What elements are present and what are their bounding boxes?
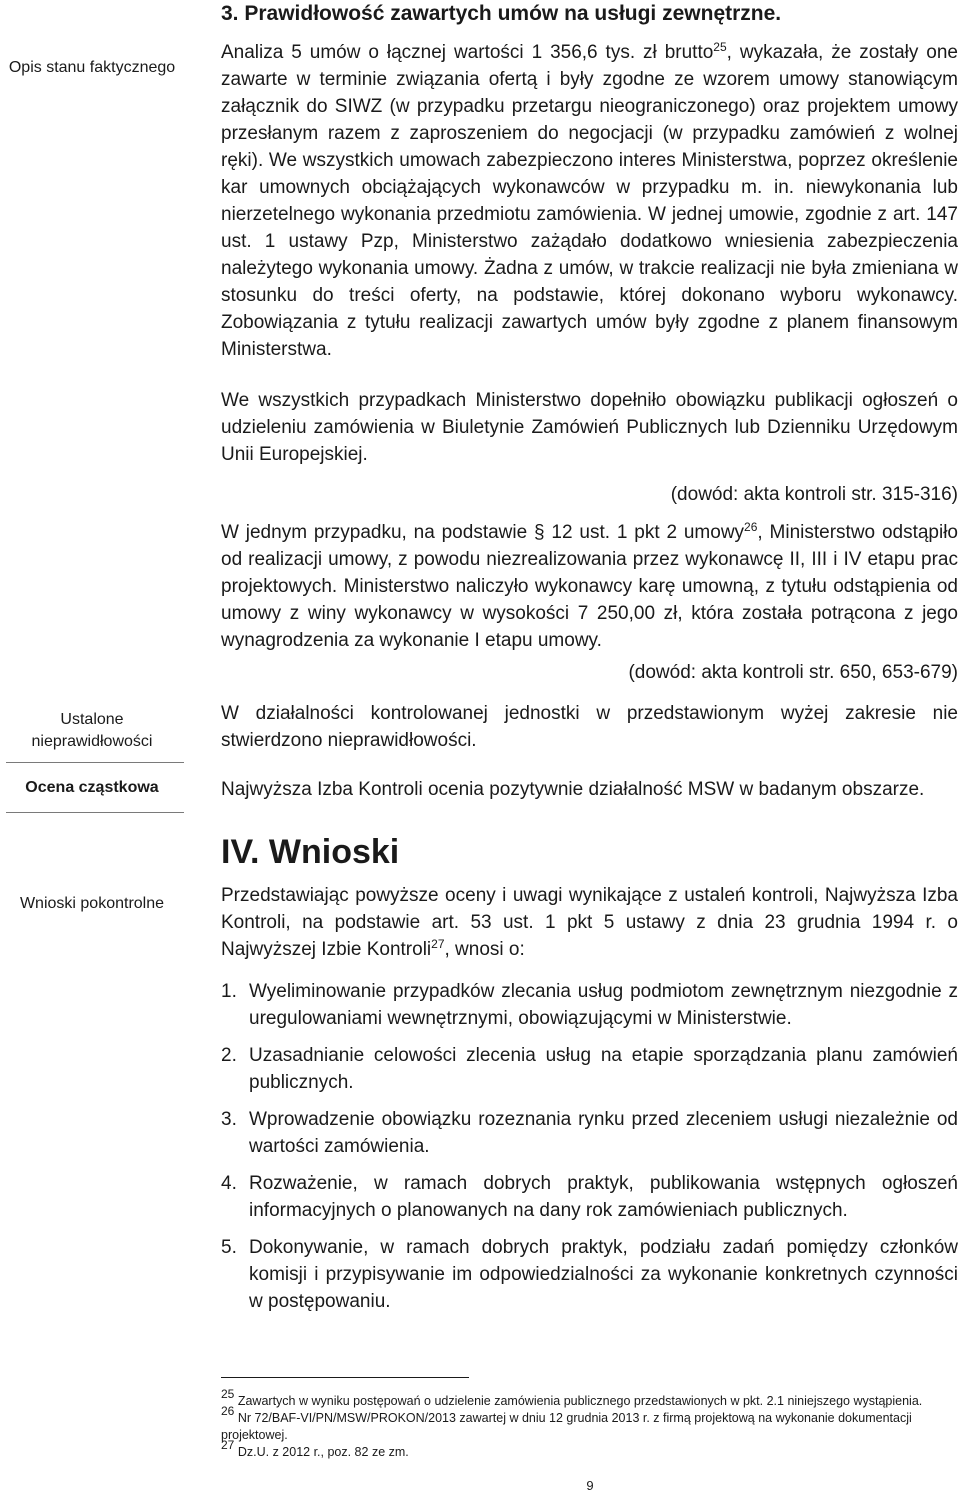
footnote-ref[interactable]: 25 [713, 40, 727, 54]
list-item: 5. Dokonywanie, w ramach dobrych praktyk, podziału zadań pomiędzy członków komisji i przypisywanie im odpowiedzialności za wykonanie konkretnych czynności w postępowaniu. [221, 1237, 958, 1312]
list-item: 1. Wyeliminowanie przypadków zlecania usług podmiotom zewnętrznym niezgodnie z uregulowaniami wewnętrznymi, obowiązującymi w Ministerstwie. [221, 981, 958, 1029]
paragraph-conclusions-intro: Przedstawiając powyższe oceny i uwagi wynikające z ustaleń kontroli, Najwyższa Izba Kontroli, na podstawie art. 53 ust. 1 pkt 5 ustawy z dnia 23 grudnia 1994 r. o Najwyższej Izbie Kontroli$^{27}$, wnosi o: [221, 885, 958, 960]
paragraph-assessment: Najwyższa Izba Kontroli ocenia pozytywnie działalność MSW w badanym obszarze. [221, 779, 925, 800]
footnote-ref[interactable]: 27 [431, 937, 445, 951]
footnote: $^{25}$ Zawartych w wyniku postępowań o udzielenie zamówienia publicznego przedstawionych w pkt. 2.1 niniejszego wystąpienia. [221, 1387, 923, 1408]
section-heading-conclusions: IV. Wnioski [221, 833, 400, 871]
list-item: 4. Rozważenie, w ramach dobrych praktyk, publikowania wstępnych ogłoszeń informacyjnych o planowanych na dany rok zamówieniach publicznych. [221, 1173, 958, 1221]
footnote: $^{26}$ Nr 72/BAF-VI/PN/MSW/PROKON/2013 zawartej w dniu 12 grudnia 2013 r. z firmą projektową na wykonanie dokumentacji projektowej. [221, 1404, 912, 1442]
paragraph-contracts-analysis: Analiza 5 umów o łącznej wartości 1 356,6 tys. zł brutto$^{25}$, wykazała, że zostały one zawarte w terminie związania ofertą i były zgodne ze wzorem umowy stanowiącym załącznik do SIWZ (w przypadku przetargu nieograniczonego) oraz projektem umowy przesłanym razem z zaproszeniem do negocjacji (w przypadku zamówień z wolnej ręki). We wszystkich umowach zabezpieczono interes Ministerstwa, poprzez określenie kar umownych obciążających wykonawców w przypadku m. in. niewykonania lub nierzetelnego wykonania przedmiotu zamówienia. W jednej umowie, zgodnie z art. 147 ust. 1 ustawy Pzp, Ministerstwo zażądało dodatkowo wniesienia zabezpieczenia należytego wykonania umowy. Żadna z umów, w trakcie realizacji nie była zmieniana w stosunku do treści oferty, na podstawie, której dokonano wyboru wykonawcy. Zobowiązania z tytułu realizacji zawartych umów były zgodne z planem finansowym Ministerstwa. [221, 40, 958, 360]
paragraph-publication: We wszystkich przypadkach Ministerstwo dopełniło obowiązku publikacji ogłoszeń o udzieleniu zamówienia w Biuletynie Zamówień Publicznych lub Dzienniku Urzędowym Unii Europejskiej. [221, 390, 958, 465]
list-item: 2. Uzasadnianie celowości zlecenia usług na etapie sporządzania planu zamówień publicznych. [221, 1045, 958, 1093]
margin-sidebar [0, 0, 184, 1501]
evidence-reference: (dowód: akta kontroli str. 315-316) [670, 484, 958, 505]
paragraph-contract-withdrawal: W jednym przypadku, na podstawie § 12 ust. 1 pkt 2 umowy$^{26}$, Ministerstwo odstąpiło od realizacji umowy, z powodu niezrealizowania przez wykonawcę II, III i IV etapu prac projektowych. Ministerstwo naliczyło wykonawcy karę umowną, z tytułu odstąpienia od umowy z winy wykonawcy w wysokości 7 250,00 zł, która została potrącona z jego wynagrodzenia za wykonanie I etapu umowy. [221, 520, 958, 651]
list-item: 3. Wprowadzenie obowiązku rozeznania rynku przed zleceniem usługi niezależnie od wartości zamówienia. [221, 1109, 958, 1157]
sidebar-label-ocena: Ocena cząstkowa [25, 779, 159, 796]
paragraph-no-irregularities: W działalności kontrolowanej jednostki w przedstawionym wyżej zakresie nie stwierdzono nieprawidłowości. [221, 703, 958, 751]
sidebar-divider [6, 812, 184, 813]
recommendations-list [221, 978, 958, 1325]
section-heading: 3. Prawidłowość zawartych umów na usługi zewnętrzne. [221, 2, 782, 25]
sidebar-label-wnioski: Wnioski pokontrolne [19, 895, 165, 912]
sidebar-label-ustalone: Ustalone nieprawidłowości [31, 711, 153, 750]
footnote: $^{27}$ Dz.U. z 2012 r., poz. 82 ze zm. [221, 1438, 409, 1459]
page-number: 9 [586, 1478, 594, 1493]
footnote-ref[interactable]: 26 [744, 520, 758, 534]
footnote-separator [221, 1377, 469, 1378]
footnotes [221, 1387, 958, 1461]
evidence-reference: (dowód: akta kontroli str. 650, 653-679) [628, 662, 958, 683]
sidebar-label-opis-stanu: Opis stanu faktycznego [8, 59, 176, 76]
sidebar-divider [6, 762, 184, 763]
